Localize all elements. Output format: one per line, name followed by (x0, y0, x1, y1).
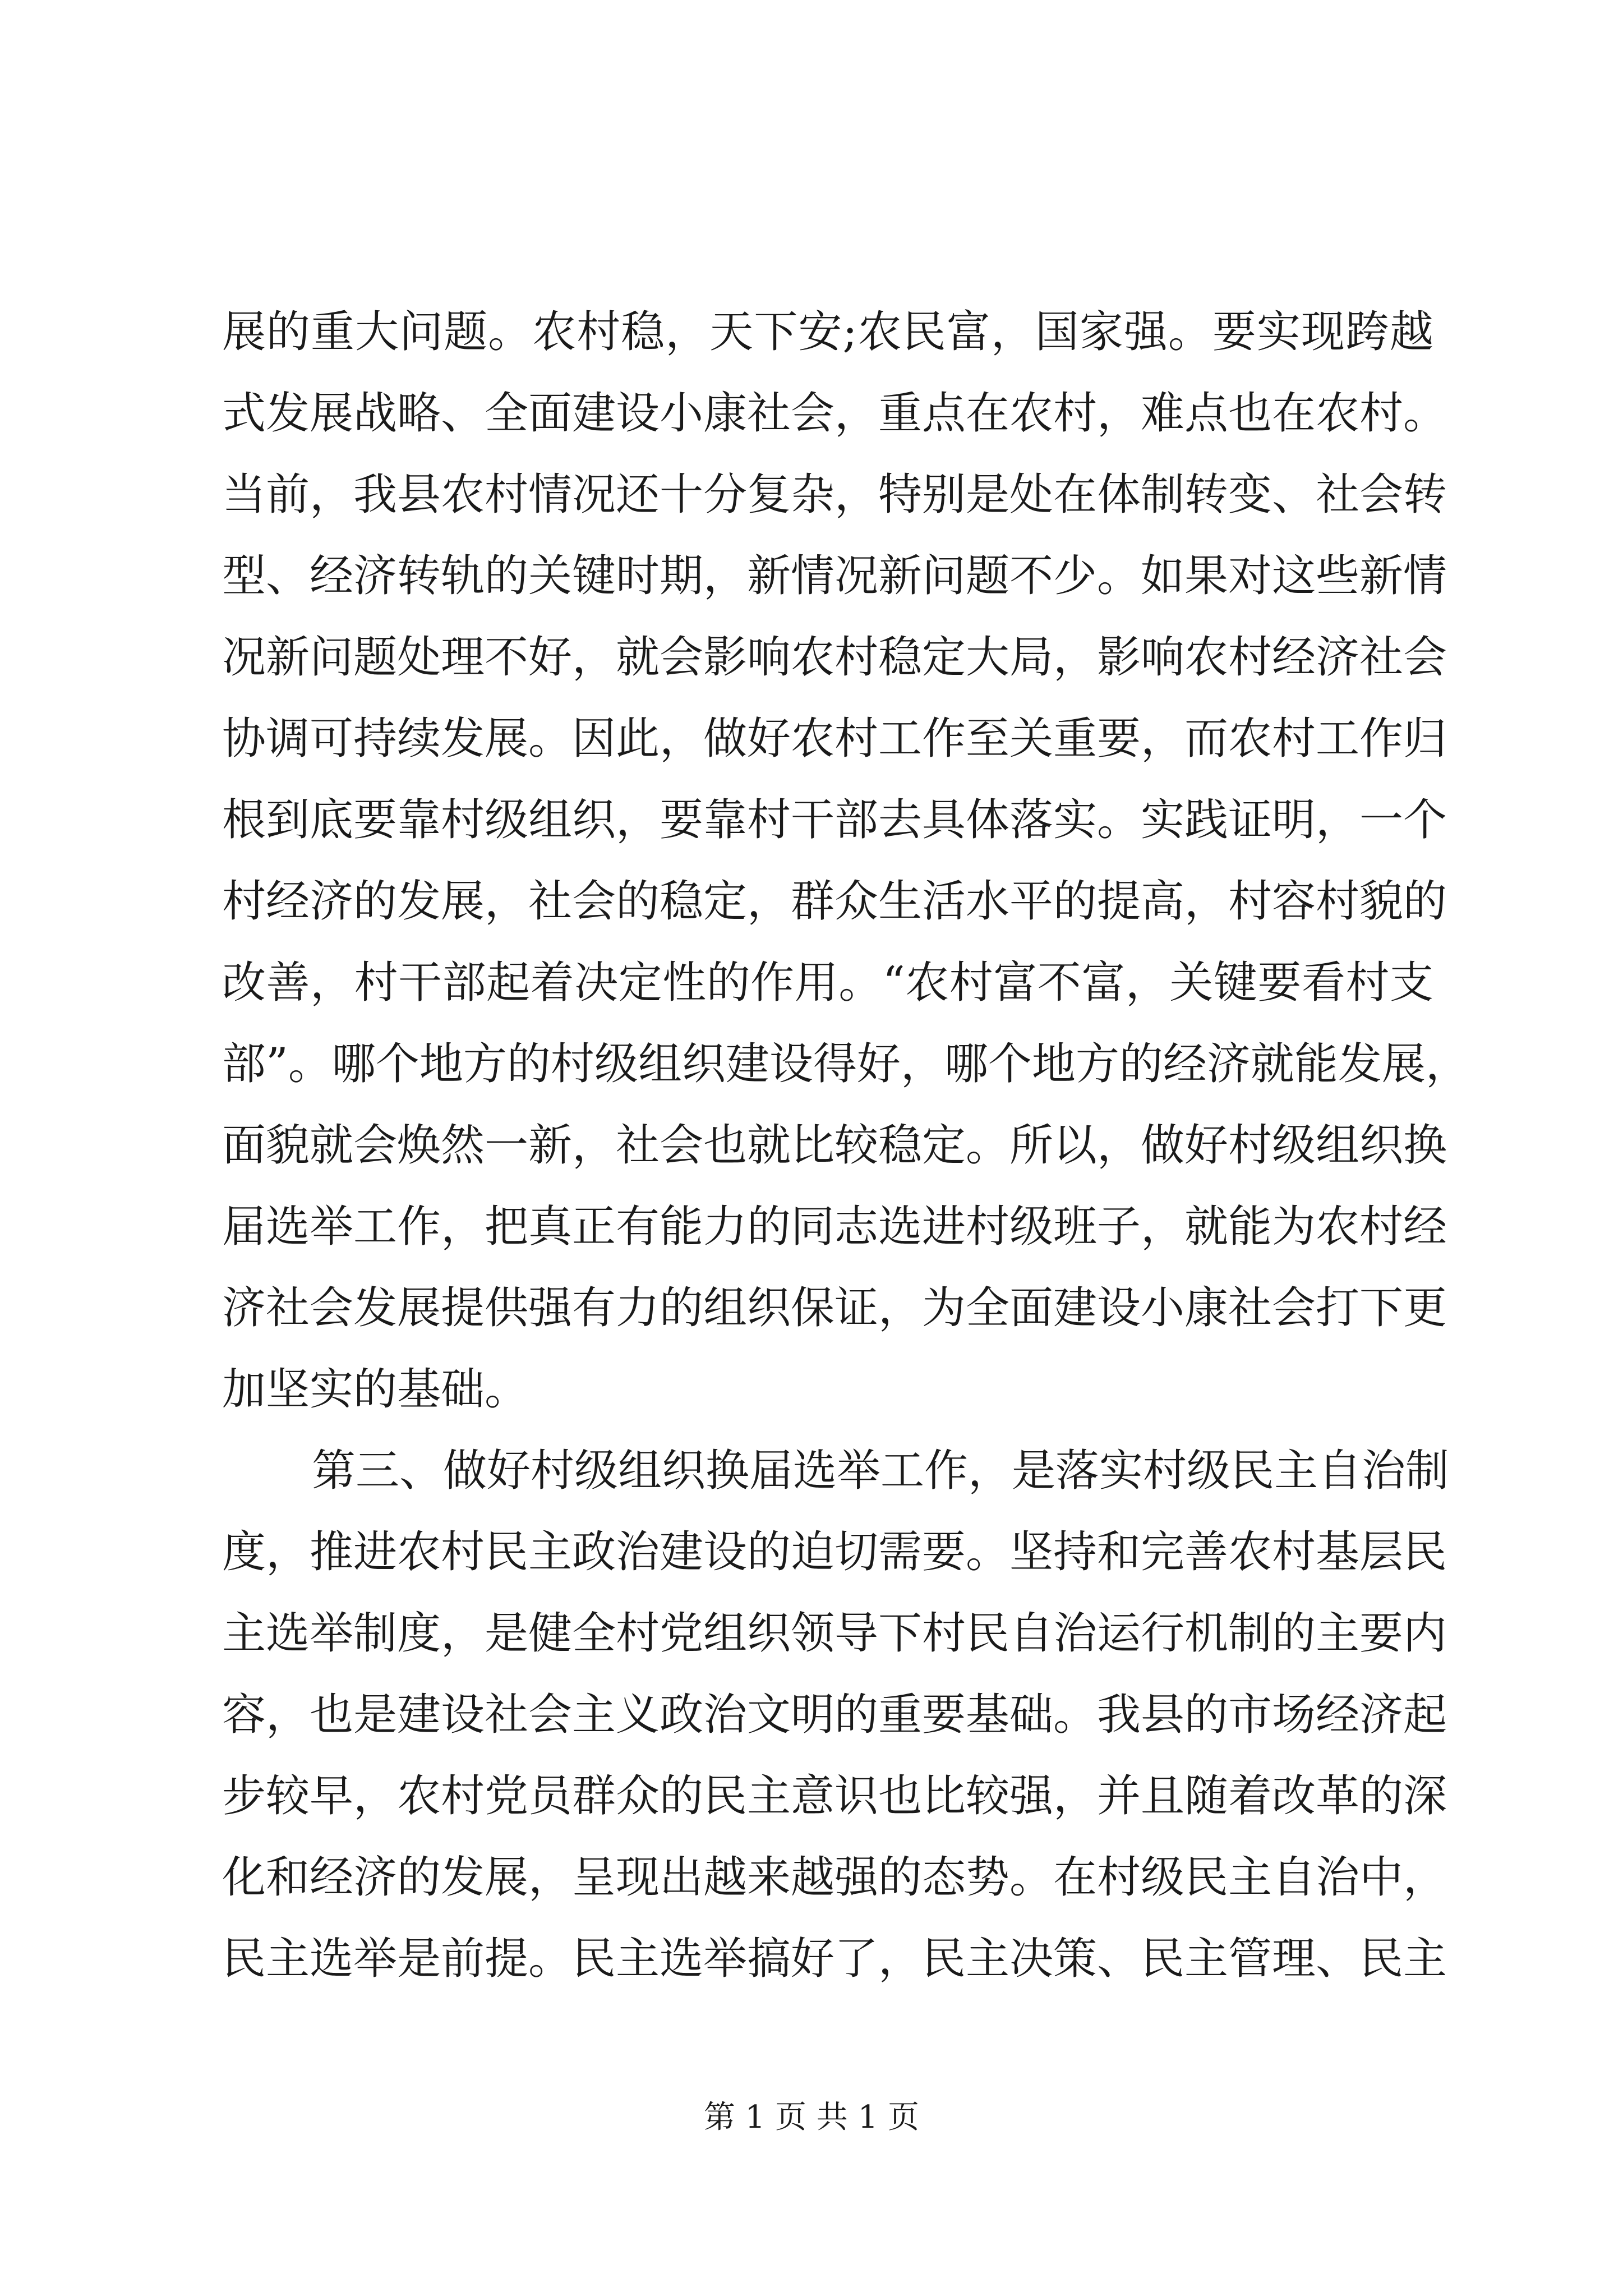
text-line: 容，也是建设社会主义政治文明的重要基础。我县的市场经济起 (222, 1690, 1447, 1740)
text-line: 部”。哪个地方的村级组织建设得好，哪个地方的经济就能发展， (222, 1039, 1469, 1089)
text-line: 当前，我县农村情况还十分复杂，特别是处在体制转变、社会转 (222, 470, 1447, 520)
text-line: 展的重大问题。农村稳，天下安;农民富，国家强。要实现跨越 (222, 307, 1433, 357)
text-line: 加坚实的基础。 (222, 1364, 529, 1415)
text-line: 况新问题处理不好，就会影响农村稳定大局，影响农村经济社会 (222, 632, 1447, 683)
text-line: 济社会发展提供强有力的组织保证，为全面建设小康社会打下更 (222, 1283, 1447, 1333)
text-line: 届选举工作，把真正有能力的同志选进村级班子，就能为农村经 (222, 1202, 1447, 1252)
text-line: 协调可持续发展。因此，做好农村工作至关重要，而农村工作归 (222, 714, 1447, 764)
paragraph-first-line: 第三、做好村级组织换届选举工作，是落实村级民主自治制 (312, 1446, 1450, 1496)
text-line: 民主选举是前提。民主选举搞好了，民主决策、民主管理、民主 (222, 1934, 1447, 1984)
text-line: 型、经济转轨的关键时期，新情况新问题不少。如果对这些新情 (222, 551, 1447, 601)
page-footer: 第 1 页 共 1 页 (703, 2099, 920, 2136)
text-line: 主选举制度，是健全村党组织领导下村民自治运行机制的主要内 (222, 1608, 1447, 1659)
text-line: 式发展战略、全面建设小康社会，重点在农村，难点也在农村。 (222, 388, 1447, 439)
text-line: 化和经济的发展，呈现出越来越强的态势。在村级民主自治中， (222, 1852, 1447, 1903)
document-body (222, 292, 1469, 2000)
text-line: 根到底要靠村级组织，要靠村干部去具体落实。实践证明，一个 (222, 795, 1447, 845)
text-line: 步较早，农村党员群众的民主意识也比较强，并且随着改革的深 (222, 1771, 1447, 1821)
text-line: 面貌就会焕然一新，社会也就比较稳定。所以，做好村级组织换 (222, 1120, 1447, 1171)
text-line: 改善，村干部起着决定性的作用。“农村富不富，关键要看村支 (222, 958, 1433, 1008)
text-line: 村经济的发展，社会的稳定，群众生活水平的提高，村容村貌的 (222, 876, 1447, 927)
text-line: 度，推进农村民主政治建设的迫切需要。坚持和完善农村基层民 (222, 1527, 1447, 1577)
